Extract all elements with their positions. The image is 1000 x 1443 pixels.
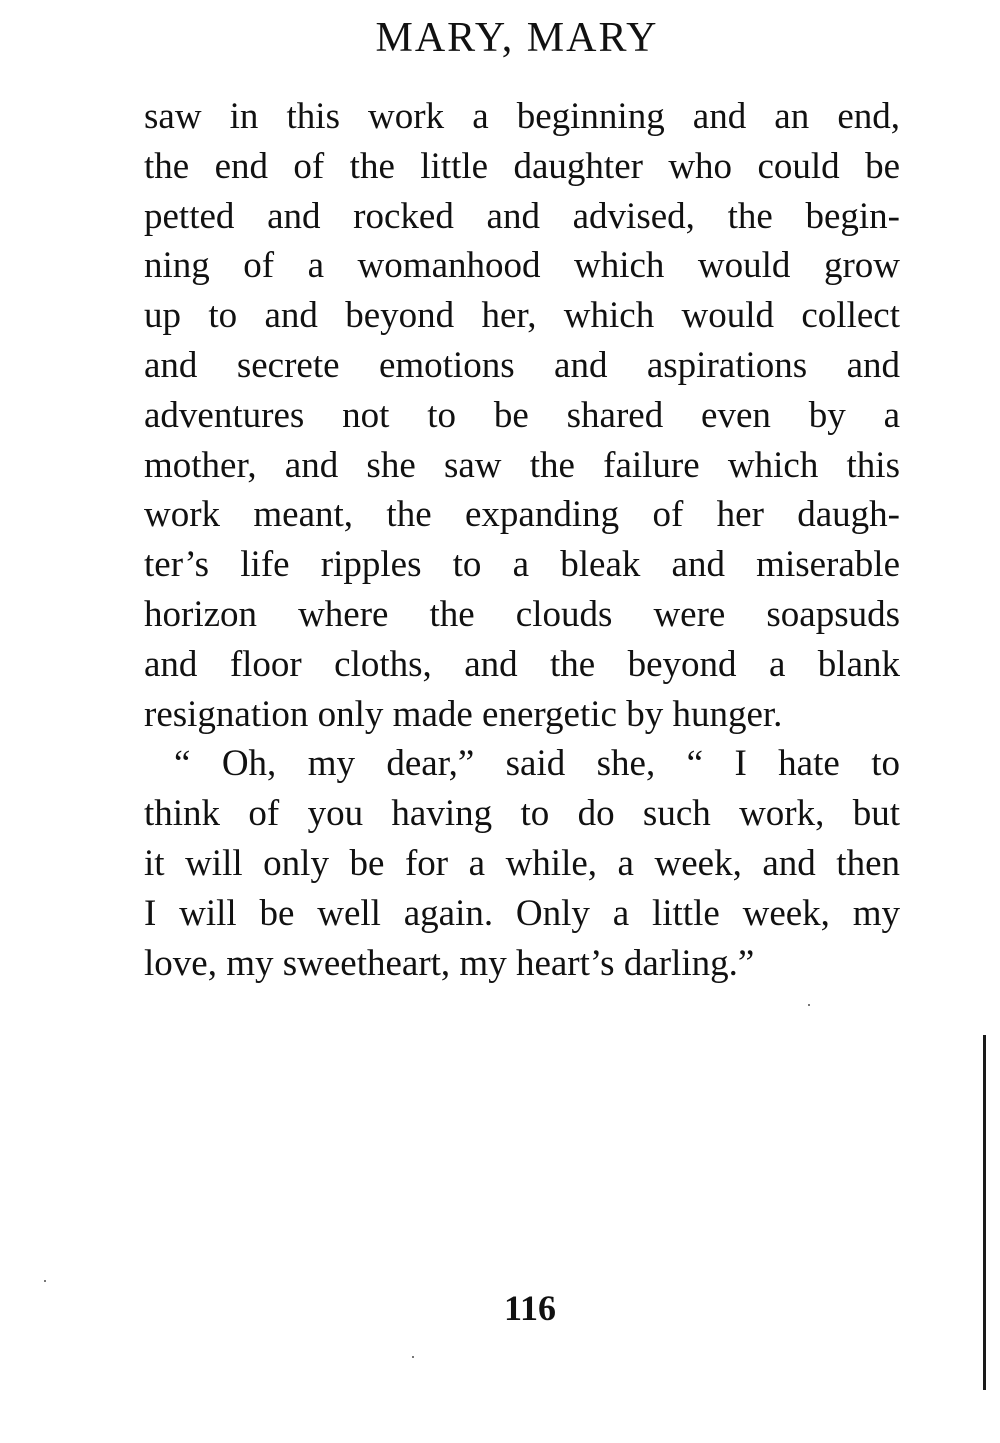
- text-line: adventures not to be shared even by a: [144, 394, 900, 436]
- text-line: and secrete emotions and aspirations and: [144, 344, 900, 386]
- text-line: and floor cloths, and the beyond a blank: [144, 643, 900, 685]
- text-line: ning of a womanhood which would grow: [144, 245, 900, 287]
- text-line: mother, and she saw the failure which this: [144, 444, 900, 486]
- text-line: it will only be for a while, a week, and then: [144, 842, 900, 884]
- scan-speck: [412, 1356, 414, 1358]
- text-line: ter’s life ripples to a bleak and miserable: [144, 544, 900, 586]
- text-line: saw in this work a beginning and an end,: [144, 96, 900, 137]
- scan-speck: [808, 1004, 810, 1006]
- text-line: think of you having to do such work, but: [144, 793, 900, 835]
- body-text: [144, 92, 900, 988]
- text-line: resignation only made energetic by hunger.: [144, 693, 783, 735]
- text-line: work meant, the expanding of her daugh-: [144, 494, 900, 536]
- text-line: the end of the little daughter who could be: [144, 145, 900, 187]
- text-line: love, my sweetheart, my heart’s darling.”: [144, 942, 755, 984]
- running-head-title: MARY, MARY: [375, 15, 659, 61]
- text-line: “ Oh, my dear,” said she, “ I hate to: [174, 743, 900, 785]
- scan-speck: [44, 1280, 46, 1282]
- text-line: horizon where the clouds were soapsuds: [144, 593, 900, 635]
- text-line: up to and beyond her, which would collect: [144, 295, 900, 337]
- text-line: I will be well again. Only a little week, my: [144, 892, 900, 934]
- page-edge-shadow: [983, 1035, 986, 1390]
- text-line: petted and rocked and advised, the begin-: [144, 195, 900, 237]
- page-number: 116: [503, 1288, 556, 1328]
